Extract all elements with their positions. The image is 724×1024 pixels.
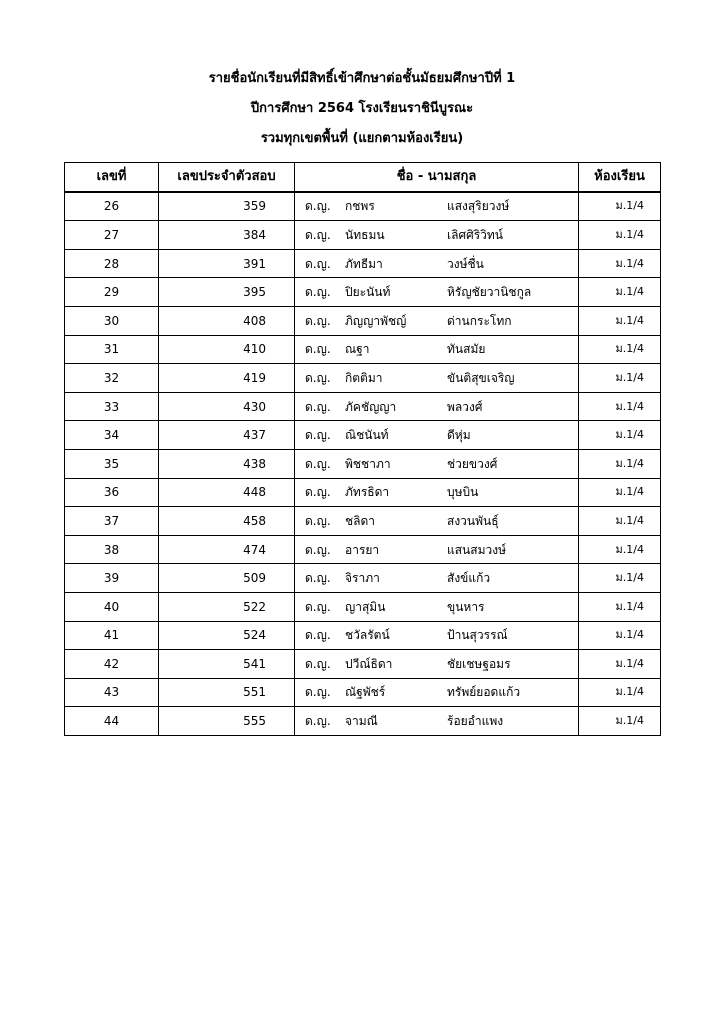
classroom: ม.1/4 [579, 192, 661, 221]
classroom: ม.1/4 [579, 678, 661, 707]
exam-id: 541 [159, 650, 295, 679]
exam-id: 524 [159, 621, 295, 650]
classroom: ม.1/4 [579, 364, 661, 393]
name-prefix: ด.ญ. [305, 656, 331, 671]
student-name [295, 249, 579, 278]
student-number: 28 [65, 249, 159, 278]
first-name: พิชชาภา [345, 456, 391, 471]
student-name [295, 535, 579, 564]
name-prefix: ด.ญ. [305, 428, 331, 443]
first-name: กชพร [345, 199, 375, 214]
classroom: ม.1/4 [579, 221, 661, 250]
first-name: ภัทธีมา [345, 256, 383, 271]
exam-id: 359 [159, 192, 295, 221]
first-name: ชลิดา [345, 513, 376, 528]
name-prefix: ด.ญ. [305, 227, 331, 242]
student-name [295, 592, 579, 621]
exam-id: 555 [159, 707, 295, 736]
student-number: 37 [65, 507, 159, 536]
classroom: ม.1/4 [579, 478, 661, 507]
table-body [65, 192, 661, 736]
classroom: ม.1/4 [579, 421, 661, 450]
document-header [0, 64, 724, 154]
student-number: 41 [65, 621, 159, 650]
classroom: ม.1/4 [579, 449, 661, 478]
classroom: ม.1/4 [579, 507, 661, 536]
last-name: ช่วยขวงศ์ [447, 456, 498, 471]
student-name [295, 364, 579, 393]
student-number: 35 [65, 449, 159, 478]
classroom: ม.1/4 [579, 707, 661, 736]
last-name: เลิศศิริวิทน์ [447, 227, 503, 242]
student-name [295, 707, 579, 736]
column-header-exam-id: เลขประจำตัวสอบ [159, 163, 295, 192]
student-name [295, 678, 579, 707]
first-name: ภัคชัญญา [345, 399, 397, 414]
last-name: บุษบิน [447, 485, 479, 500]
first-name: ภิญญาพัชญ์ [345, 313, 407, 328]
classroom: ม.1/4 [579, 249, 661, 278]
table-row [65, 650, 661, 679]
first-name: ปิยะนันท์ [345, 285, 391, 300]
table-row [65, 306, 661, 335]
exam-id: 430 [159, 392, 295, 421]
first-name: ภัทรธิดา [345, 485, 390, 500]
table-row [65, 249, 661, 278]
table-header-row [65, 163, 661, 192]
table-row [65, 621, 661, 650]
first-name: จามณี [345, 714, 378, 729]
exam-id: 438 [159, 449, 295, 478]
first-name: อารยา [345, 542, 380, 557]
first-name: ณิชนันท์ [345, 428, 389, 443]
name-prefix: ด.ญ. [305, 628, 331, 643]
student-number: 31 [65, 335, 159, 364]
student-number: 38 [65, 535, 159, 564]
name-prefix: ด.ญ. [305, 599, 331, 614]
exam-id: 522 [159, 592, 295, 621]
student-name [295, 564, 579, 593]
exam-id: 391 [159, 249, 295, 278]
exam-id: 437 [159, 421, 295, 450]
student-number: 30 [65, 306, 159, 335]
table-row [65, 592, 661, 621]
table-row [65, 392, 661, 421]
document-title: รายชื่อนักเรียนที่มีสิทธิ์เข้าศึกษาต่อชั้นมัธยมศึกษาปีที่ 1 [208, 71, 516, 86]
student-number: 27 [65, 221, 159, 250]
student-name [295, 278, 579, 307]
classroom: ม.1/4 [579, 621, 661, 650]
exam-id: 458 [159, 507, 295, 536]
last-name: ขุนหาร [447, 599, 485, 614]
last-name: ขันติสุขเจริญ [447, 370, 515, 385]
table-row [65, 507, 661, 536]
last-name: ด่านกระโทก [447, 313, 512, 328]
exam-id: 551 [159, 678, 295, 707]
first-name: ชวัลรัตน์ [345, 628, 390, 643]
student-number: 44 [65, 707, 159, 736]
name-prefix: ด.ญ. [305, 571, 331, 586]
table-row [65, 278, 661, 307]
student-number: 39 [65, 564, 159, 593]
exam-id: 410 [159, 335, 295, 364]
student-name [295, 478, 579, 507]
classroom: ม.1/4 [579, 592, 661, 621]
name-prefix: ด.ญ. [305, 399, 331, 414]
exam-id: 419 [159, 364, 295, 393]
last-name: ดีหุ่ม [447, 428, 471, 443]
table-row [65, 678, 661, 707]
classroom: ม.1/4 [579, 392, 661, 421]
table-row [65, 192, 661, 221]
exam-id: 509 [159, 564, 295, 593]
first-name: นัทธมน [345, 227, 385, 242]
table-row [65, 478, 661, 507]
name-prefix: ด.ญ. [305, 256, 331, 271]
student-number: 34 [65, 421, 159, 450]
table-row [65, 564, 661, 593]
name-prefix: ด.ญ. [305, 542, 331, 557]
table-row [65, 221, 661, 250]
last-name: ป้านสุวรรณ์ [447, 628, 508, 643]
last-name: สงวนพันธุ์ [447, 513, 499, 528]
name-prefix: ด.ญ. [305, 370, 331, 385]
student-number: 29 [65, 278, 159, 307]
table-row [65, 707, 661, 736]
name-prefix: ด.ญ. [305, 313, 331, 328]
student-number: 26 [65, 192, 159, 221]
student-number: 43 [65, 678, 159, 707]
first-name: ญาสุมิน [345, 599, 386, 614]
last-name: สังข์แก้ว [447, 571, 491, 586]
student-list-table [64, 162, 661, 736]
student-number: 32 [65, 364, 159, 393]
table-row [65, 335, 661, 364]
last-name: หิรัญชัยวานิชกูล [447, 285, 532, 300]
name-prefix: ด.ญ. [305, 285, 331, 300]
table-row [65, 535, 661, 564]
exam-id: 384 [159, 221, 295, 250]
column-header-room: ห้องเรียน [579, 163, 661, 192]
first-name: ปวีณ์ธิดา [345, 656, 393, 671]
exam-id: 395 [159, 278, 295, 307]
last-name: วงษ์ชื่น [447, 256, 484, 271]
document-subtitle: รวมทุกเขตพื้นที่ (แยกตามห้องเรียน) [260, 131, 464, 146]
classroom: ม.1/4 [579, 306, 661, 335]
table-row [65, 421, 661, 450]
student-name [295, 421, 579, 450]
student-name [295, 306, 579, 335]
last-name: ร้อยอำแพง [447, 714, 504, 729]
table-row [65, 449, 661, 478]
first-name: จิราภา [345, 571, 380, 586]
exam-id: 408 [159, 306, 295, 335]
classroom: ม.1/4 [579, 535, 661, 564]
column-header-name: ชื่อ - นามสกุล [295, 163, 579, 192]
name-prefix: ด.ญ. [305, 685, 331, 700]
classroom: ม.1/4 [579, 564, 661, 593]
last-name: แสงสุริยวงษ์ [447, 199, 510, 214]
exam-id: 474 [159, 535, 295, 564]
last-name: ชัยเชษฐอมร [447, 656, 511, 671]
student-number: 33 [65, 392, 159, 421]
table-row [65, 364, 661, 393]
student-name [295, 507, 579, 536]
name-prefix: ด.ญ. [305, 714, 331, 729]
classroom: ม.1/4 [579, 335, 661, 364]
last-name: ทรัพย์ยอดแก้ว [447, 685, 521, 700]
classroom: ม.1/4 [579, 278, 661, 307]
column-header-number: เลขที่ [65, 163, 159, 192]
student-name [295, 192, 579, 221]
last-name: พลวงศ์ [447, 399, 483, 414]
name-prefix: ด.ญ. [305, 456, 331, 471]
academic-year-school: ปีการศึกษา 2564 โรงเรียนราชินีบูรณะ [250, 101, 474, 116]
classroom: ม.1/4 [579, 650, 661, 679]
first-name: ณฐา [345, 342, 370, 357]
name-prefix: ด.ญ. [305, 342, 331, 357]
exam-id: 448 [159, 478, 295, 507]
first-name: ณัฐพัชร์ [345, 685, 386, 700]
last-name: แสนสมวงษ์ [447, 542, 507, 557]
name-prefix: ด.ญ. [305, 485, 331, 500]
student-name [295, 650, 579, 679]
student-name [295, 621, 579, 650]
student-number: 36 [65, 478, 159, 507]
first-name: กิตติมา [345, 370, 383, 385]
last-name: ทันสมัย [447, 342, 486, 357]
name-prefix: ด.ญ. [305, 199, 331, 214]
student-number: 40 [65, 592, 159, 621]
student-name [295, 449, 579, 478]
name-prefix: ด.ญ. [305, 513, 331, 528]
student-name [295, 392, 579, 421]
student-name [295, 335, 579, 364]
student-number: 42 [65, 650, 159, 679]
student-name [295, 221, 579, 250]
